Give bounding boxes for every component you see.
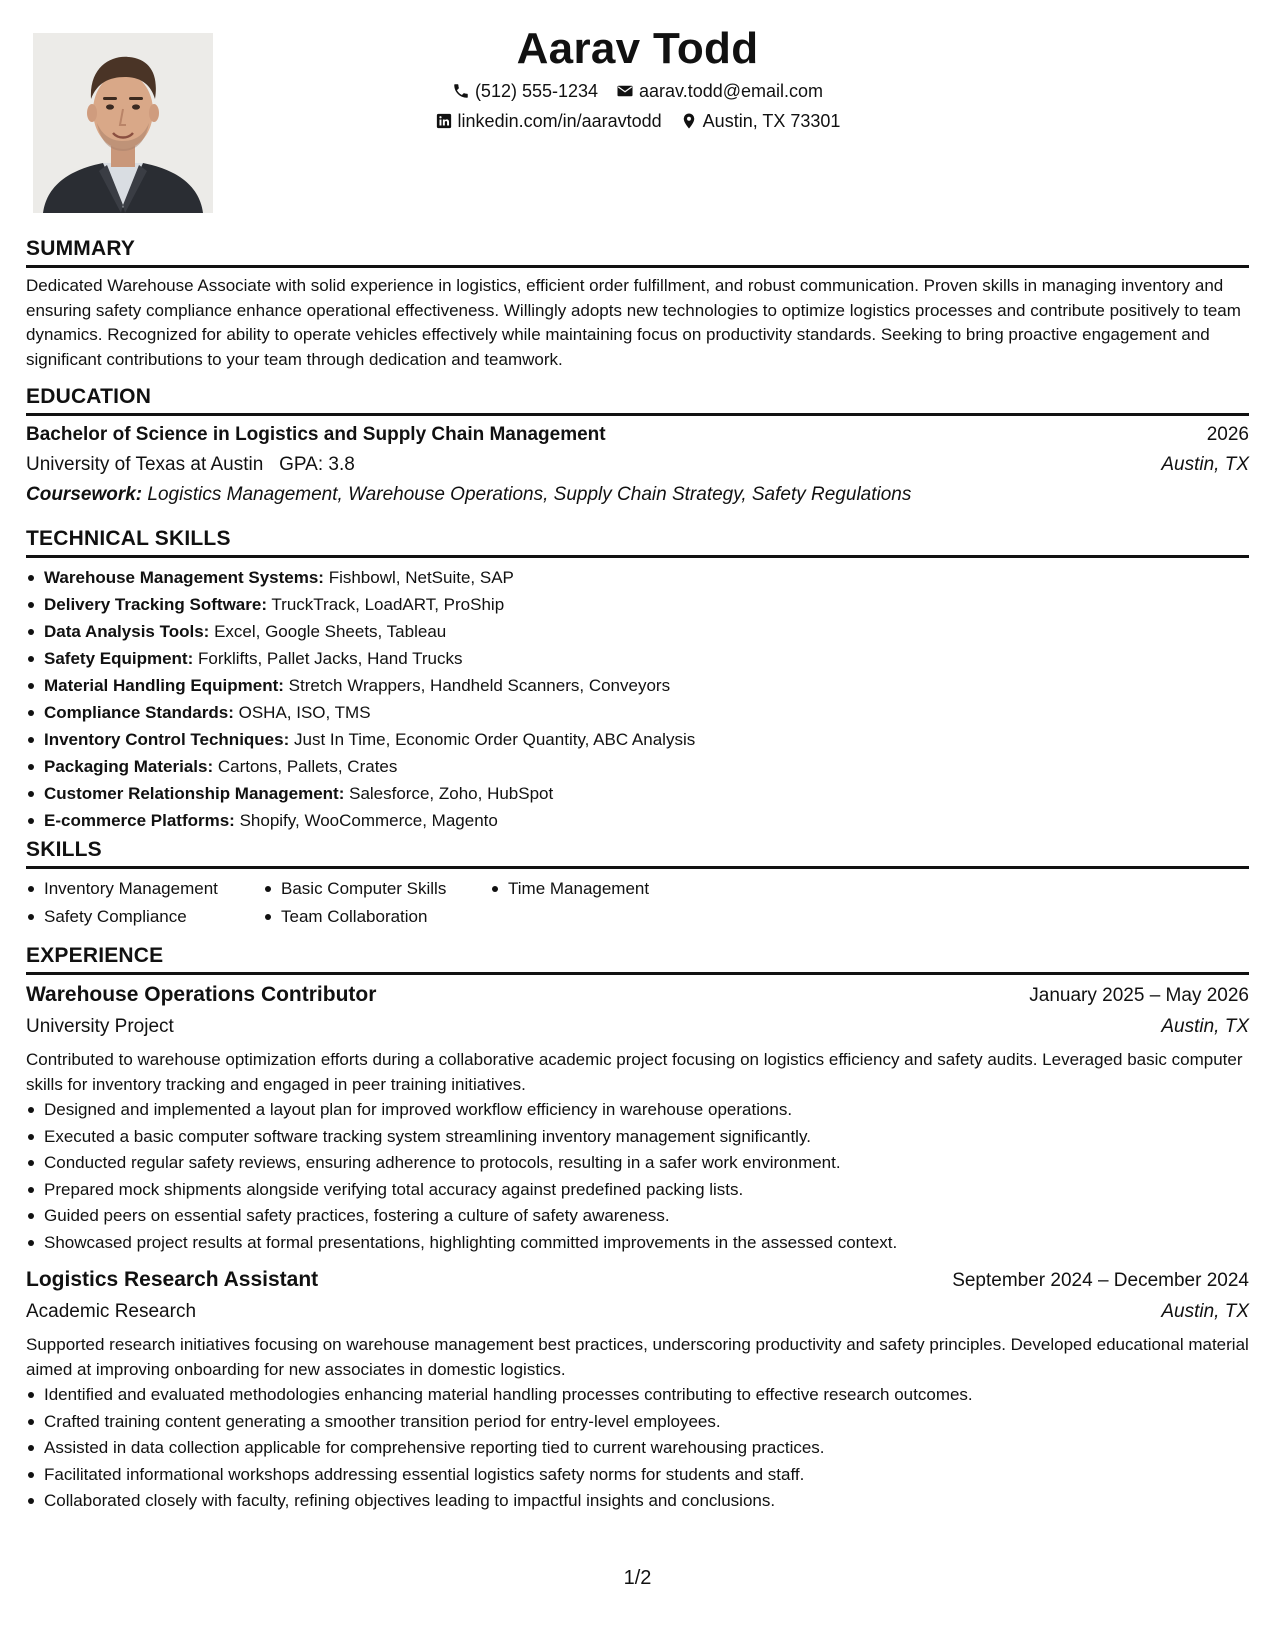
skill-category: Packaging Materials: [44,757,214,776]
list-item: Assisted in data collection applicable for comprehensive reporting tied to current warehousing practices. [44,1435,1249,1462]
job-header-row [26,979,1249,1012]
school-line [26,450,355,480]
list-item: Facilitated informational workshops addressing essential logistics safety norms for students and staff. [44,1462,1249,1489]
list-item: Executed a basic computer software tracking system streamlining inventory management significantly. [44,1124,1249,1151]
skill-values: Shopify, WooCommerce, Magento [239,811,498,830]
skill-category: E-commerce Platforms: [44,811,235,830]
list-item: Time Management [508,875,708,903]
list-item: Prepared mock shipments alongside verifying total accuracy against predefined packing lists. [44,1177,1249,1204]
section-title-education: EDUCATION [26,383,1249,416]
section-title-experience: EXPERIENCE [26,942,1249,975]
skill-values: OSHA, ISO, TMS [238,703,371,722]
skill-category: Safety Equipment: [44,649,194,668]
page-number: 1/2 [623,1567,652,1589]
coursework-line [26,480,1249,510]
list-item [44,699,1249,726]
skill-values: TruckTrack, LoadART, ProShip [271,595,505,614]
skill-values: Just In Time, Economic Order Quantity, ABC Analysis [294,730,696,749]
job-title: Warehouse Operations Contributor [26,983,377,1006]
school-location: Austin, TX [1161,454,1249,475]
list-item [44,726,1249,753]
education-school-row [26,450,1249,480]
section-title-summary: SUMMARY [26,235,1249,268]
phone-icon [452,82,470,100]
skill-category: Warehouse Management Systems: [44,568,324,587]
list-item: Designed and implemented a layout plan for improved workflow efficiency in warehouse operations. [44,1097,1249,1124]
list-item: Inventory Management [44,875,281,903]
list-item: Guided peers on essential safety practices, fostering a culture of safety awareness. [44,1203,1249,1230]
section-title-technical-skills: TECHNICAL SKILLS [26,525,1249,558]
skill-category: Material Handling Equipment: [44,676,284,695]
coursework-label: Coursework: [26,484,143,505]
skill-category: Delivery Tracking Software: [44,595,267,614]
list-item [44,618,1249,645]
skills-section [26,836,1249,931]
skill-values: Cartons, Pallets, Crates [217,757,398,776]
job-title: Logistics Research Assistant [26,1268,319,1291]
job-org-row [26,1012,1249,1042]
job-bullet-list [26,1097,1249,1256]
resume-page [26,0,1249,1650]
location-text: Austin, TX 73301 [702,111,841,131]
technical-skills-section [26,525,1249,834]
list-item: Conducted regular safety reviews, ensuring adherence to protocols, resulting in a safer work environment. [44,1150,1249,1177]
contact-row-2 [26,106,1249,136]
job-location: Austin, TX [1161,1301,1249,1322]
experience-section [26,942,1249,1515]
job-org-row [26,1297,1249,1327]
job-dates: September 2024 – December 2024 [952,1270,1249,1291]
list-item: Showcased project results at formal presentations, highlighting committed improvements in the assessed context. [44,1230,1249,1257]
email-contact [616,76,823,106]
job-dates: January 2025 – May 2026 [1029,985,1249,1006]
section-title-skills: SKILLS [26,836,1249,869]
job-entry [26,1264,1249,1515]
education-section [26,383,1249,510]
graduation-year: 2026 [1206,424,1249,445]
list-item [44,672,1249,699]
skill-values: Salesforce, Zoho, HubSpot [349,784,554,803]
job-bullet-list [26,1382,1249,1515]
job-header-row [26,1264,1249,1297]
skill-category: Compliance Standards: [44,703,234,722]
job-organization: University Project [26,1016,174,1037]
gpa: GPA: 3.8 [279,454,355,475]
skill-category: Data Analysis Tools: [44,622,210,641]
linkedin-url: linkedin.com/in/aaravtodd [457,111,662,131]
summary-text: Dedicated Warehouse Associate with solid experience in logistics, efficient order fulfillment, and robust communication. Proven skills in managing inventory and ensuring safety compliance enhance operational effectiveness. Willingly adopts new technologies to optimize logistics processes and contribute positively to team dynamics. Recognized for ability to operate vehicles effectively while maintaining focus on productivity standards. Seeking to bring proactive engagement and significant contributions to your team through dedication and teamwork. [26,276,1241,369]
envelope-icon [616,82,634,100]
phone-number: (512) 555-1234 [474,81,599,101]
list-item: Crafted training content generating a smoother transition period for entry-level employees. [44,1409,1249,1436]
job-entry [26,979,1249,1256]
education-degree-row [26,420,1249,450]
job-description: Contributed to warehouse optimization efforts during a collaborative academic project focusing on logistics efficiency and safety audits. Leveraged basic computer skills for inventory tracking and engaged in peer training initiatives. [26,1050,1243,1094]
skill-values: Fishbowl, NetSuite, SAP [328,568,514,587]
phone-contact [452,76,598,106]
list-item [44,591,1249,618]
list-item [44,753,1249,780]
list-item: Safety Compliance [44,903,281,931]
linkedin-contact [435,106,662,136]
technical-skills-list [26,564,1249,834]
job-organization: Academic Research [26,1301,197,1322]
job-location: Austin, TX [1161,1016,1249,1037]
list-item: Identified and evaluated methodologies enhancing material handling processes contributing to effective research outcomes. [44,1382,1249,1409]
list-item: Basic Computer Skills [281,875,508,903]
list-item: Collaborated closely with faculty, refining objectives leading to impactful insights and conclusions. [44,1488,1249,1515]
skills-list [26,875,1249,931]
resume-header [26,22,1249,136]
list-item [44,780,1249,807]
linkedin-icon [435,112,453,130]
skill-category: Inventory Control Techniques: [44,730,290,749]
summary-section [26,235,1249,372]
school-name: University of Texas at Austin [26,454,264,475]
email-address: aarav.todd@email.com [639,81,824,101]
map-pin-icon [680,112,698,130]
skill-values: Excel, Google Sheets, Tableau [214,622,447,641]
coursework-list: Logistics Management, Warehouse Operations, Supply Chain Strategy, Safety Regulations [147,484,912,505]
list-item [44,564,1249,591]
candidate-name: Aarav Todd [516,24,759,73]
skill-category: Customer Relationship Management: [44,784,345,803]
contact-row-1 [26,76,1249,106]
list-item [44,645,1249,672]
list-item: Team Collaboration [281,903,508,931]
job-description: Supported research initiatives focusing on warehouse management best practices, underscoring productivity and safety principles. Developed educational material aimed at improving onboarding for new associates in domestic logistics. [26,1335,1249,1379]
skill-values: Stretch Wrappers, Handheld Scanners, Conveyors [288,676,671,695]
list-item [44,807,1249,834]
skill-values: Forklifts, Pallet Jacks, Hand Trucks [197,649,463,668]
location-contact [680,106,841,136]
degree-name: Bachelor of Science in Logistics and Supply Chain Management [26,424,606,445]
